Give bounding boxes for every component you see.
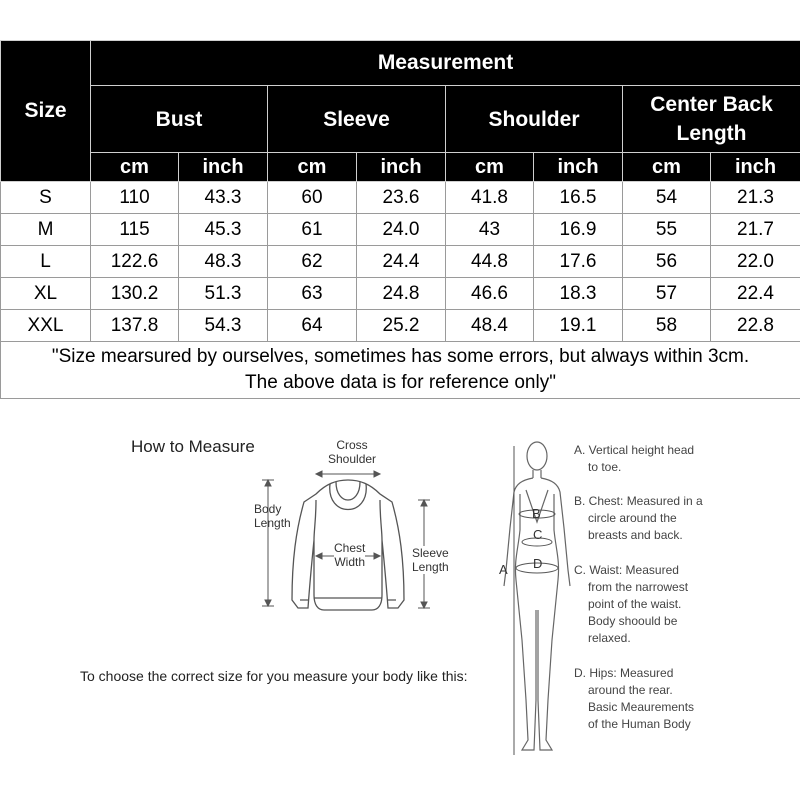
size-cell: XXL (1, 310, 91, 342)
value-cell: 130.2 (91, 278, 179, 310)
value-cell: 25.2 (357, 310, 446, 342)
value-cell: 22.0 (711, 246, 800, 278)
center-back-length-header: Center Back Length (623, 86, 800, 153)
note-line-2: The above data is for reference only" (245, 372, 556, 393)
size-note (1, 342, 800, 399)
marker-d: D (533, 556, 543, 571)
size-header: Size (1, 41, 91, 182)
value-cell: 16.5 (534, 182, 623, 214)
bust-header: Bust (91, 86, 268, 153)
value-cell: 17.6 (534, 246, 623, 278)
body-length-label: Body Length (254, 502, 291, 530)
value-cell: 55 (623, 214, 711, 246)
unit-header: cm (446, 153, 534, 182)
chest-width-label: Chest Width (334, 541, 366, 569)
value-cell: 54 (623, 182, 711, 214)
unit-header: inch (357, 153, 446, 182)
list-item-waist: C. Waist: Measured from the narrowest point of the waist. Body shoould be relaxed. (574, 563, 689, 645)
value-cell: 51.3 (179, 278, 268, 310)
value-cell: 110 (91, 182, 179, 214)
value-cell: 24.0 (357, 214, 446, 246)
note-line-1: "Size mearsured by ourselves, sometimes has some errors, but always within 3cm. (51, 346, 750, 367)
unit-header: cm (91, 153, 179, 182)
shoulder-header: Shoulder (446, 86, 623, 153)
size-chart-table (0, 40, 800, 399)
value-cell: 41.8 (446, 182, 534, 214)
value-cell: 54.3 (179, 310, 268, 342)
value-cell: 18.3 (534, 278, 623, 310)
value-cell: 16.9 (534, 214, 623, 246)
measurement-header: Measurement (91, 41, 800, 86)
value-cell: 58 (623, 310, 711, 342)
value-cell: 122.6 (91, 246, 179, 278)
value-cell: 43 (446, 214, 534, 246)
table-row (1, 310, 800, 342)
sleeve-header: Sleeve (268, 86, 446, 153)
value-cell: 43.3 (179, 182, 268, 214)
value-cell: 21.3 (711, 182, 800, 214)
marker-a: A (499, 562, 508, 577)
value-cell: 21.7 (711, 214, 800, 246)
marker-b: B (532, 506, 541, 521)
unit-header: cm (623, 153, 711, 182)
value-cell: 24.8 (357, 278, 446, 310)
value-cell: 137.8 (91, 310, 179, 342)
value-cell: 60 (268, 182, 357, 214)
table-row (1, 182, 800, 214)
unit-header: inch (711, 153, 800, 182)
table-row (1, 246, 800, 278)
choose-size-instruction: To choose the correct size for you measure your body like this: (80, 668, 468, 684)
value-cell: 19.1 (534, 310, 623, 342)
unit-header: cm (268, 153, 357, 182)
how-to-measure-section (0, 410, 800, 800)
how-to-measure-title: How to Measure (131, 437, 255, 456)
value-cell: 23.6 (357, 182, 446, 214)
cross-shoulder-label: Cross Shoulder (328, 438, 377, 466)
table-row (1, 278, 800, 310)
list-item-height: A. Vertical height head to toe. (574, 443, 695, 474)
value-cell: 62 (268, 246, 357, 278)
value-cell: 63 (268, 278, 357, 310)
value-cell: 24.4 (357, 246, 446, 278)
value-cell: 48.4 (446, 310, 534, 342)
value-cell: 48.3 (179, 246, 268, 278)
size-cell: M (1, 214, 91, 246)
value-cell: 61 (268, 214, 357, 246)
size-cell: XL (1, 278, 91, 310)
size-cell: L (1, 246, 91, 278)
value-cell: 57 (623, 278, 711, 310)
value-cell: 22.8 (711, 310, 800, 342)
list-item-chest: B. Chest: Measured in a circle around the breasts and back. (574, 494, 703, 542)
table-row (1, 214, 800, 246)
value-cell: 45.3 (179, 214, 268, 246)
unit-header: inch (179, 153, 268, 182)
marker-c: C (533, 527, 543, 542)
value-cell: 64 (268, 310, 357, 342)
size-cell: S (1, 182, 91, 214)
value-cell: 56 (623, 246, 711, 278)
unit-header: inch (534, 153, 623, 182)
list-item-hips: D. Hips: Measured around the rear. Basic Meaurements of the Human Body (574, 666, 695, 731)
sleeve-length-label: Sleeve Length (412, 546, 449, 574)
value-cell: 46.6 (446, 278, 534, 310)
value-cell: 22.4 (711, 278, 800, 310)
value-cell: 115 (91, 214, 179, 246)
value-cell: 44.8 (446, 246, 534, 278)
